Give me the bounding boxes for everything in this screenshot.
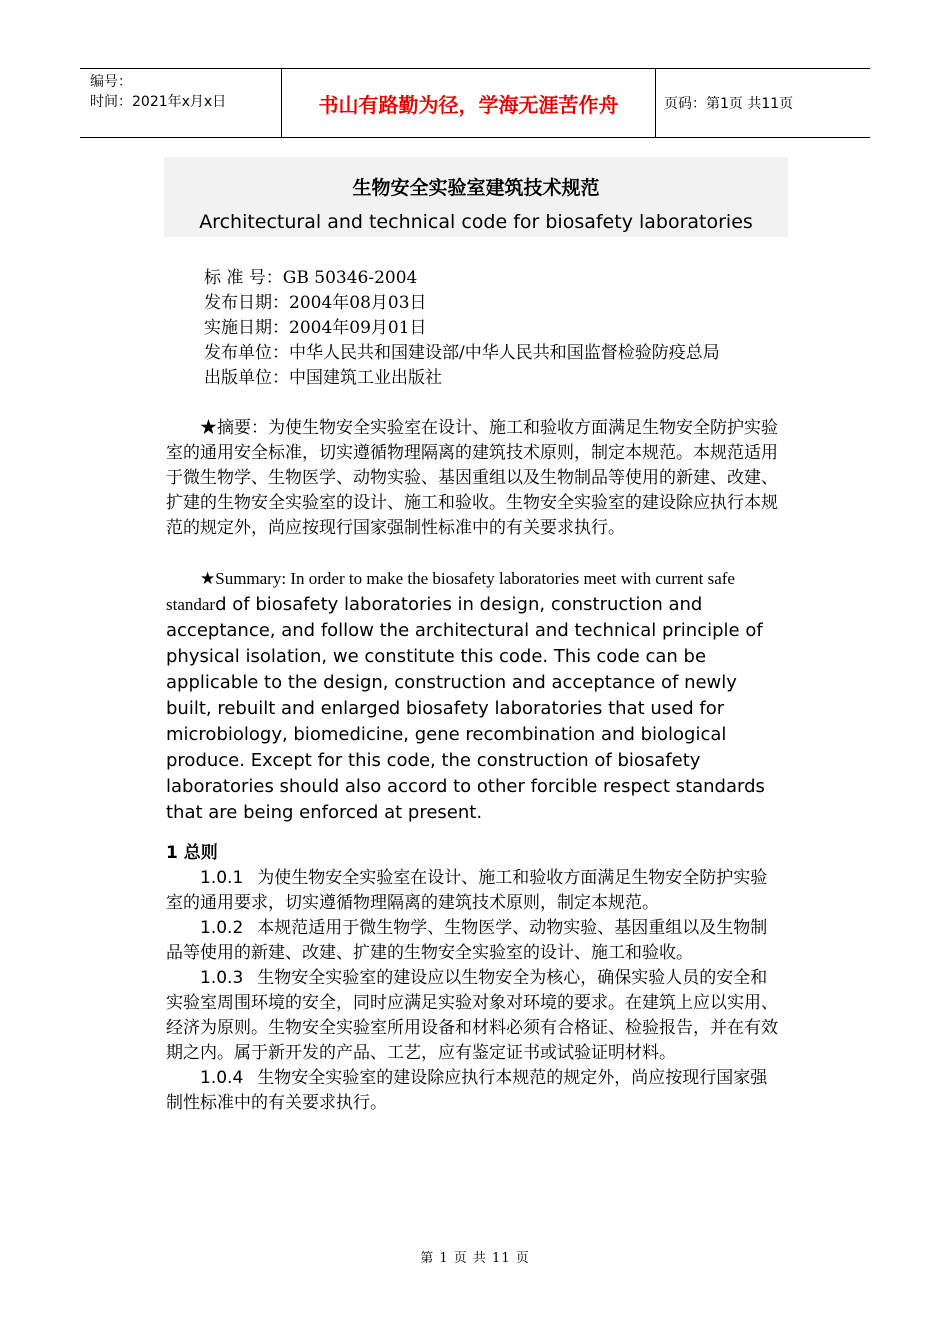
page-indicator — [656, 69, 870, 137]
abstract-en-sans: d of biosafety laboratories in design, construction and acceptance, and follow the architectural and technical principle of physical isolation, we constitute this code. This code can be applicable to the design, construction and acceptance of newly built, rebuilt and enlarged biosafety laboratories that used for microbiology, biomedicine, gene recombination and biological produce. Except for this code, the construction of biosafety laboratories should also accord to other forcible respect standards that are being enforced at present. — [166, 594, 765, 823]
page-footer: 第 1 页 共 11 页 — [420, 1251, 530, 1266]
clause-text: 本规范适用于微生物学、生物医学、动物实验、基因重组以及生物制品等使用的新建、改建、扩建的生物安全实验室的设计、施工和验收。 — [166, 918, 768, 963]
abstract-en — [166, 566, 778, 826]
clause-1-0-4 — [166, 1066, 778, 1116]
clause-number: 1.0.1 — [200, 868, 244, 888]
title-cn: 生物安全实验室建筑技术规范 — [352, 177, 600, 199]
meta-info — [204, 266, 720, 391]
clause-text: 为使生物安全实验室在设计、施工和验收方面满足生物安全防护实验室的通用要求，切实遵循物理隔离的建筑技术原则，制定本规范。 — [166, 868, 768, 913]
abstract-en-serif: ★Summary: In order to make the biosafety laboratories meet with current safe standar — [166, 569, 735, 614]
meta-press: 出版单位：中国建筑工业出版社 — [204, 368, 442, 388]
title-block — [164, 157, 788, 237]
clause-1-0-1 — [166, 866, 778, 916]
meta-publisher: 发布单位：中华人民共和国建设部/中华人民共和国监督检验防疫总局 — [204, 343, 720, 363]
serial-label: 编号： — [90, 74, 132, 90]
motto: 书山有路勤为径，学海无涯苦作舟 — [282, 69, 656, 137]
clause-text: 生物安全实验室的建设除应执行本规范的规定外，尚应按现行国家强制性标准中的有关要求执行。 — [166, 1068, 768, 1113]
date-text: 时间：2021年x月x日 — [90, 94, 227, 110]
title-en: Architectural and technical code for biosafety laboratories — [199, 211, 753, 233]
clause-text: 生物安全实验室的建设应以生物安全为核心，确保实验人员的安全和实验室周围环境的安全，同时应满足实验对象对环境的要求。在建筑上应以实用、经济为原则。生物安全实验室所用设备和材料必须有合格证、检验报告，并在有效期之内。属于新开发的产品、工艺，应有鉴定证书或试验证明材料。 — [166, 968, 778, 1063]
clause-1-0-2 — [166, 916, 778, 966]
clause-number: 1.0.2 — [200, 918, 244, 938]
section-1 — [166, 841, 778, 1116]
abstract-cn: ★摘要：为使生物安全实验室在设计、施工和验收方面满足生物安全防护实验室的通用安全标准，切实遵循物理隔离的建筑技术原则，制定本规范。本规范适用于微生物学、生物医学、动物实验、基因重组以及生物制品等使用的新建、改建、扩建的生物安全实验室的设计、施工和验收。生物安全实验室的建设除应执行本规范的规定外，尚应按现行国家强制性标准中的有关要求执行。 — [166, 418, 778, 538]
meta-standard-no: 标 准 号：GB 50346-2004 — [204, 268, 418, 288]
section-title: 1 总则 — [166, 843, 218, 863]
clause-number: 1.0.4 — [200, 1068, 244, 1088]
clause-number: 1.0.3 — [200, 968, 244, 988]
clause-1-0-3 — [166, 966, 778, 1066]
header-left-cell — [80, 69, 282, 137]
meta-publish-date: 发布日期：2004年08月03日 — [204, 293, 427, 313]
page-label: 页码：第1页 共11页 — [664, 96, 794, 112]
meta-effective-date: 实施日期：2004年09月01日 — [204, 318, 427, 338]
header-table — [80, 68, 870, 138]
